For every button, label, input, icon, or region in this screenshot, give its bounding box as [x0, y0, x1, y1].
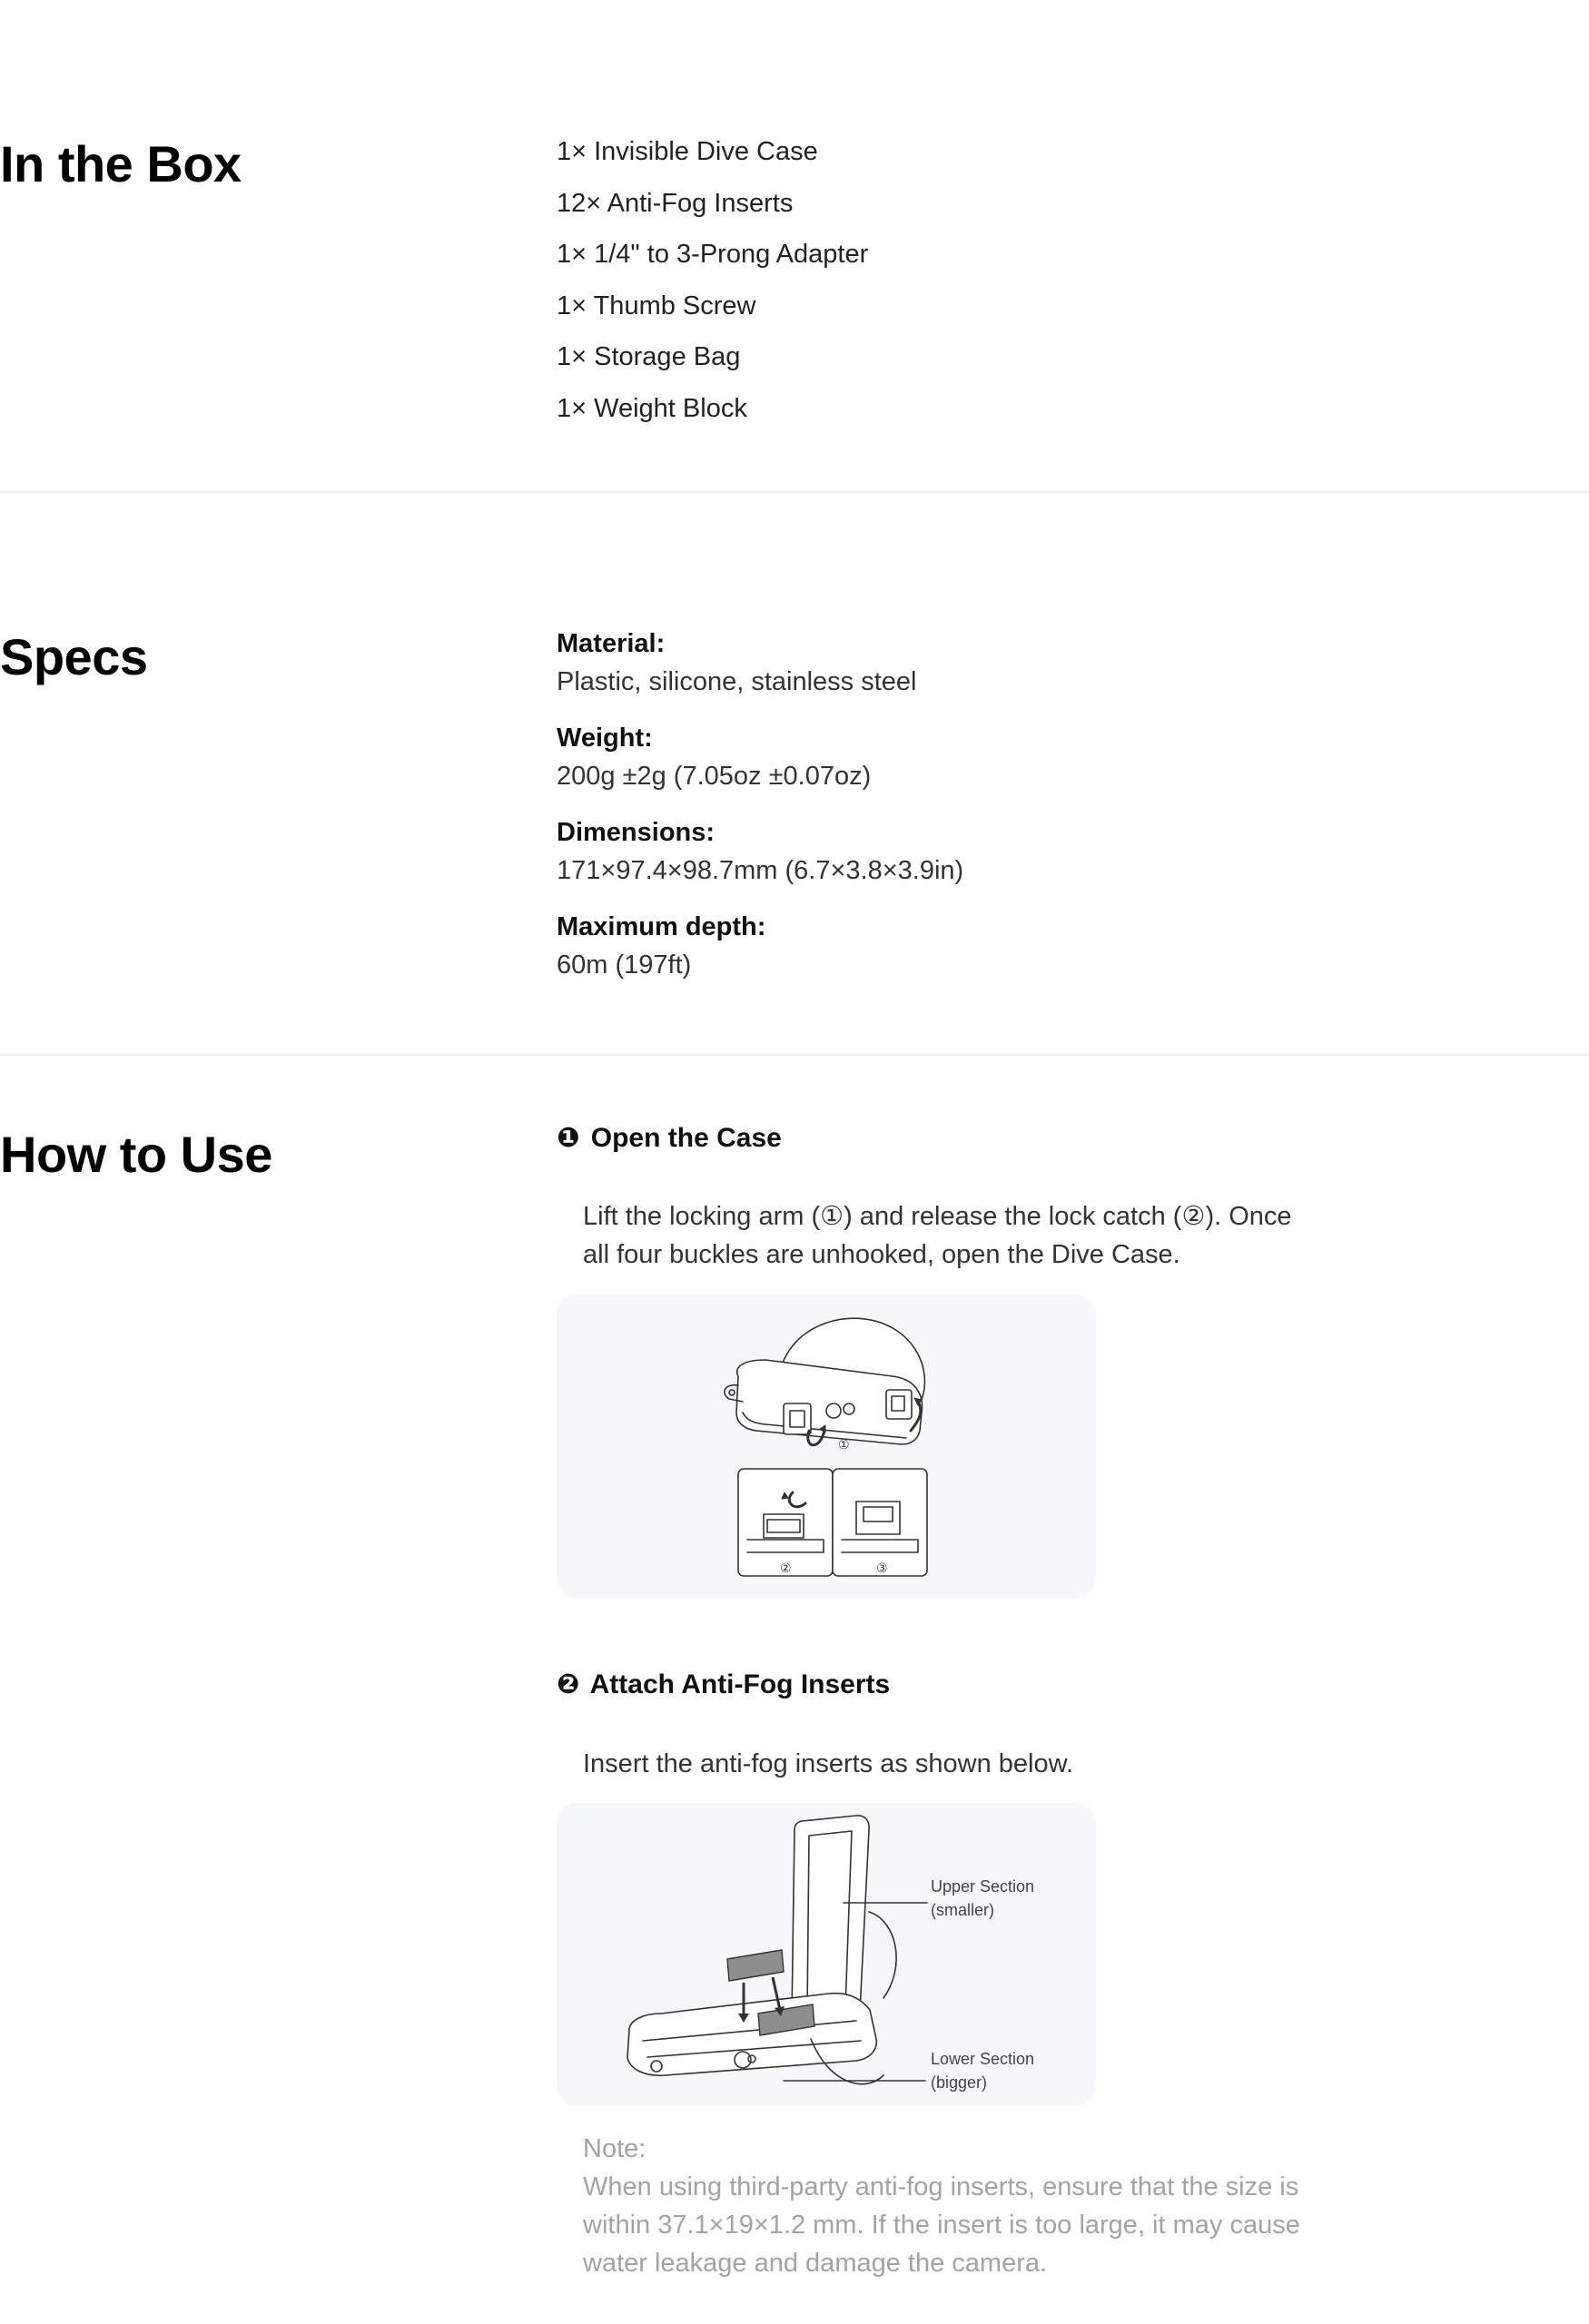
open-case-diagram — [557, 1295, 1096, 1598]
step-1-title: Open the Case — [590, 1123, 782, 1153]
step-2-title: Attach Anti-Fog Inserts — [589, 1669, 891, 1699]
step-1-illustration — [557, 1295, 1096, 1598]
spec-label-weight: Weight: — [557, 724, 653, 753]
in-the-box-section — [0, 0, 1589, 490]
step-1-number: ❶ — [557, 1123, 580, 1153]
note-block — [583, 2130, 1318, 2282]
how-to-use-title: How to Use — [0, 1126, 272, 1183]
step-2-text: Insert the anti-fog inserts as shown below. — [583, 1749, 1074, 1778]
step-1-heading — [557, 1122, 782, 1154]
spec-label-dimensions: Dimensions: — [557, 818, 716, 847]
list-item: 1× Storage Bag — [557, 342, 741, 371]
spec-value-weight: 200g ±2g (7.05oz ±0.07oz) — [557, 762, 872, 791]
list-item: 1× Weight Block — [557, 393, 747, 423]
specs-list — [557, 625, 963, 1002]
in-the-box-list — [557, 126, 868, 434]
list-item: 1× Invisible Dive Case — [557, 137, 818, 166]
figure-mark-2: ② — [780, 1561, 792, 1575]
specs-title: Specs — [0, 628, 148, 685]
list-item: 1× 1/4" to 3-Prong Adapter — [557, 240, 869, 269]
lower-section-sublabel: (bigger) — [931, 2073, 988, 2092]
how-to-use-section — [0, 1056, 1589, 2324]
step-1-text: Lift the locking arm (①) and release the lock catch (②). Once all four buckles are unhooked, open the Dive Case. — [583, 1202, 1292, 1269]
spec-label-max-depth: Maximum depth: — [557, 912, 766, 941]
anti-fog-insert-diagram — [557, 1803, 1096, 2106]
note-text: When using third-party anti-fog inserts, ensure that the size is within 37.1×19×1.2 mm. If the insert is too large, it may cause water leakage and damage the camera. — [583, 2172, 1300, 2278]
spec-value-max-depth: 60m (197ft) — [557, 950, 692, 980]
spec-label-material: Material: — [557, 629, 666, 658]
spec-value-material: Plastic, silicone, stainless steel — [557, 667, 917, 696]
upper-section-label: Upper Section — [931, 1877, 1035, 1896]
figure-mark-3: ③ — [876, 1561, 888, 1575]
specs-section — [0, 493, 1589, 1056]
step-2-number: ❷ — [557, 1669, 580, 1699]
figure-mark-1: ① — [838, 1437, 850, 1452]
list-item: 12× Anti-Fog Inserts — [557, 188, 794, 218]
in-the-box-title: In the Box — [0, 135, 242, 192]
step-2-illustration — [557, 1803, 1096, 2106]
step-2-heading — [557, 1669, 890, 1700]
note-label: Note: — [583, 2134, 646, 2163]
list-item: 1× Thumb Screw — [557, 290, 756, 320]
upper-section-sublabel: (smaller) — [931, 1901, 994, 1919]
spec-value-dimensions: 171×97.4×98.7mm (6.7×3.8×3.9in) — [557, 856, 964, 885]
lower-section-label: Lower Section — [931, 2050, 1035, 2068]
